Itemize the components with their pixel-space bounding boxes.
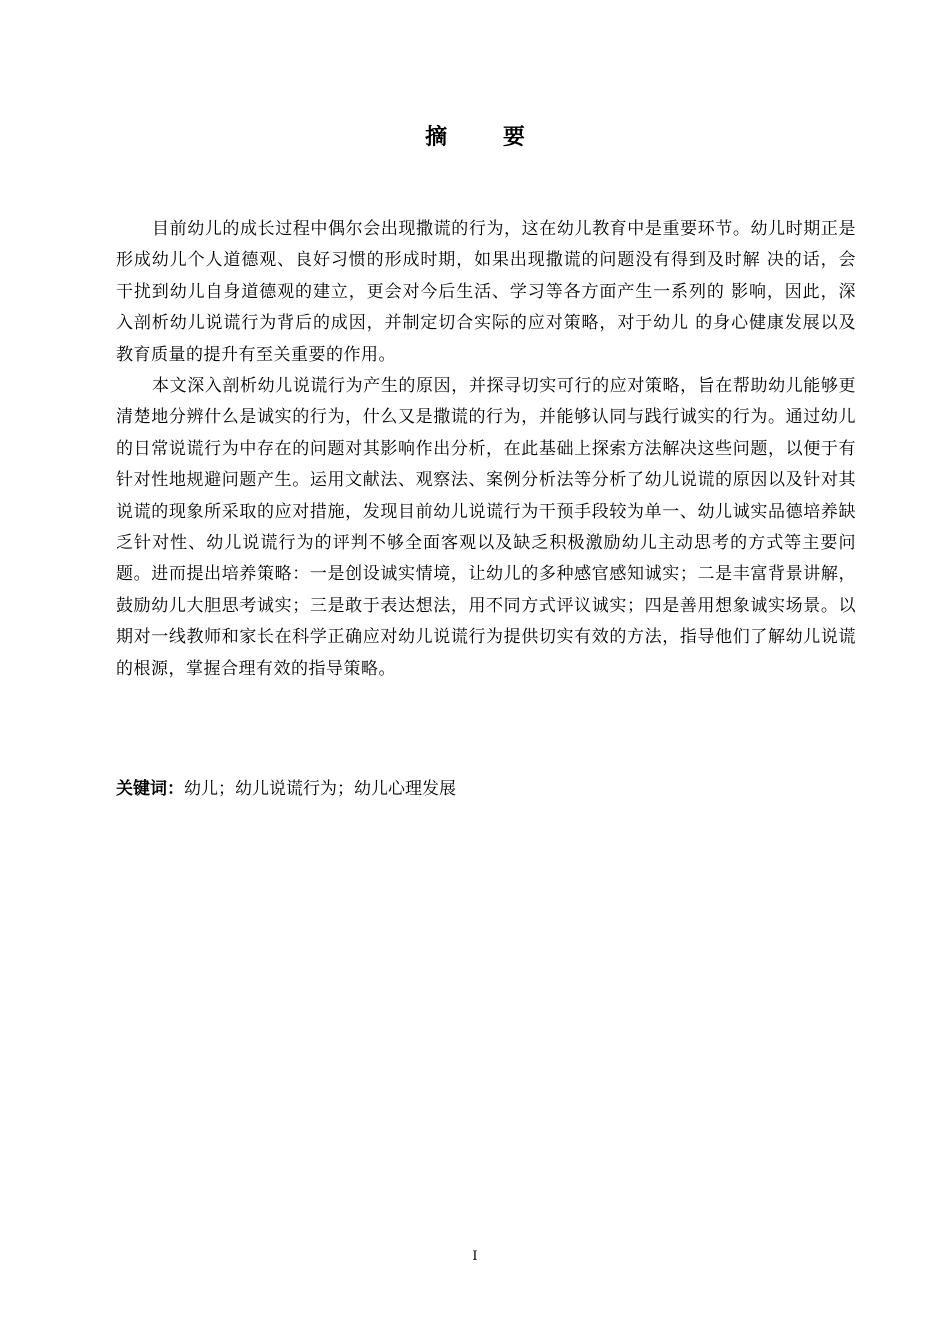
abstract-body <box>116 214 856 685</box>
abstract-paragraph-2: 本文深入剖析幼儿说谎行为产生的原因，并探寻切实可行的应对策略，旨在帮助幼儿能够更清楚地分辨什么是诚实的行为，什么又是撒谎的行为，并能够认同与践行诚实的行为。通过幼儿的日常说谎行为中存在的问题对其影响作出分析，在此基础上探索方法解决这些问题，以便于有针对性地规避问题产生。运用文献法、观察法、案例分析法等分析了幼儿说谎的原因以及针对其说谎的现象所采取的应对措施，发现目前幼儿说谎行为干预手段较为单一、幼儿诚实品德培养缺乏针对性、幼儿说谎行为的评判不够全面客观以及缺乏积极激励幼儿主动思考的方式等主要问题。进而提出培养策略：一是创设诚实情境，让幼儿的多种感官感知诚实；二是丰富背景讲解，鼓励幼儿大胆思考诚实；三是敢于表达想法，用不同方式评议诚实；四是善用想象诚实场景。以期对一线教师和家长在科学正确应对幼儿说谎行为提供切实有效的方法，指导他们了解幼儿说谎的根源，掌握合理有效的指导策略。 <box>116 376 856 679</box>
keywords-label: 关键词： <box>116 779 184 799</box>
page-number: I <box>472 1249 478 1264</box>
keywords-line <box>116 774 856 804</box>
abstract-title: 摘 要 <box>425 125 549 150</box>
keywords-text: 幼儿；幼儿说谎行为；幼儿心理发展 <box>184 779 456 799</box>
abstract-paragraph-1: 目前幼儿的成长过程中偶尔会出现撒谎的行为，这在幼儿教育中是重要环节。幼儿时期正是形成幼儿个人道德观、良好习惯的形成时期，如果出现撒谎的问题没有得到及时解 决的话，会干扰到幼儿自身道德观的建立，更会对今后生活、学习等各方面产生一系列的 影响，因此，深入剖析幼儿说谎行为背后的成因，并制定切合实际的应对策略，对于幼儿 的身心健康发展以及教育质量的提升有至关重要的作用。 <box>116 219 856 365</box>
